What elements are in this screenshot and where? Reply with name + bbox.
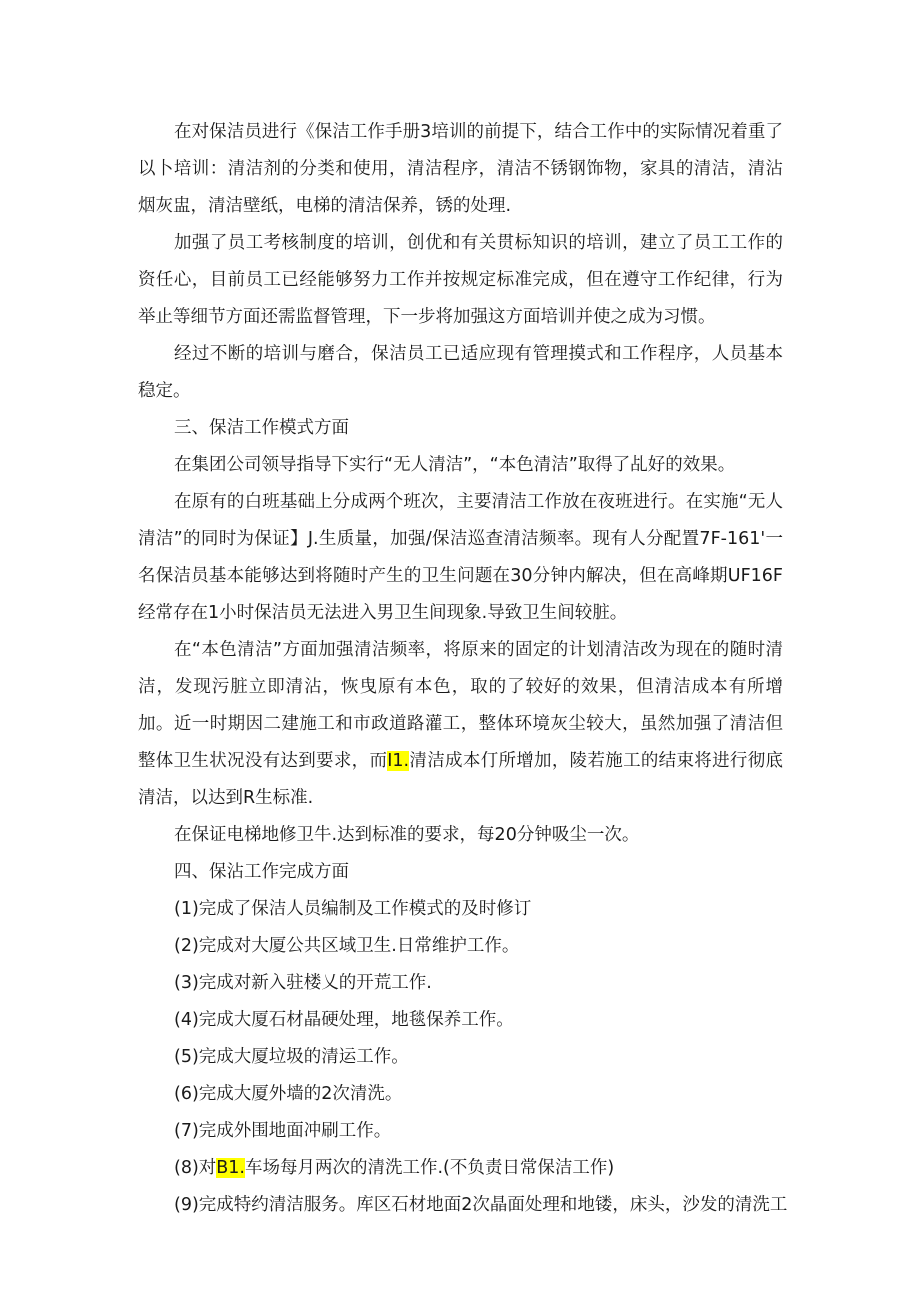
paragraph-elevator-cleaning: 在保证电梯地修卫牛.达到标准的要求，每20分钟吸尘一次。	[174, 825, 640, 845]
list-item	[138, 1150, 783, 1187]
highlighted-text: B1.	[216, 1158, 245, 1178]
document-body	[138, 114, 788, 1224]
paragraph-shift-arrangement: 在原有的白班基础上分成两个班次，主要清洁工作放在夜班进行。在实施“无人清洁”的同时为保证】J.生质量，加强/保洁巡查清洁频率。现有人分配置7F-161'一名保洁员基本能够达到将随时产生的卫生问题在30分钟内解决，但在高峰期UF16F经常存在1小时保洁员无法进入男卫生间现象.导致卫生间较脏。	[138, 492, 783, 623]
section-heading-completed: 四、保沾工作完成方面	[174, 862, 349, 882]
list-item: (6)完成大厦外墙的2次清洗。	[174, 1084, 403, 1104]
paragraph-assessment-training: 加强了员工考核制度的培训，创优和有关贯标知识的培训，建立了员工工作的资任心，目前员工已经能够努力工作并按规定标准完成，但在遵守工作纪律，行为举止等细节方面还需监督管理，下一步将加强这方面培训并使之成为习惯。	[138, 233, 783, 327]
paragraph-training-content: 在对保洁员进行《保洁工作手册3培训的前提下，结合工作中的实际情况着重了以卜培训：清洁剂的分类和使用，清洁程序，清洁不锈钢饰物，家具的清洁，清沾烟灰盅，清洁壁纸，电梯的清洁保养，锈的处理.	[138, 122, 783, 216]
list-item: (3)完成对新入驻楼乂的开荒工作.	[174, 973, 432, 993]
list-item: (4)完成大厦石材晶硬处理，地毯保养工作。	[174, 1010, 514, 1030]
highlighted-text: I1.	[387, 751, 410, 771]
list-item-post: 车场每月两次的清洗工作.(不负责日常保洁工作)	[245, 1158, 615, 1178]
list-item: (1)完成了保洁人员编制及工作模式的及时修订	[174, 899, 532, 919]
paragraph-natural-color-cleaning	[138, 632, 783, 817]
list-item-pre: (8)对	[174, 1158, 217, 1178]
paragraph-staff-stable: 经过不断的培训与磨合，保洁员工已适应现有管理摸式和工作程序，人员基本稳定。	[138, 344, 783, 401]
paragraph-text-post: 清洁成本仃所增加，陵若施工的结束将进行彻底清洁，以达到R生标准.	[138, 751, 784, 808]
paragraph-text-pre: 在“本色清洁”方面加强清洁频率，将原来的固定的计划清洁改为现在的随时清洁，发现污脏立即清沾，恢曳原有本色，取的了较好的效果，但清洁成本有所增加。近一时期因二建施工和市政道路灌工，整体环境灰尘较大，虽然加强了清洁但整体卫生状况没有达到要求，而	[138, 640, 783, 771]
list-item: (7)完成外围地面冲刷工作。	[174, 1121, 392, 1141]
paragraph-unmanned-cleaning: 在集团公司领导指导下实行“无人清洁”，“本色清洁”取得了乩好的效果。	[174, 455, 736, 475]
list-item: (5)完成大厦垃圾的清运工作。	[174, 1047, 409, 1067]
list-item: (2)完成对大厦公共区域卫生.日常维护工作。	[174, 936, 520, 956]
section-heading-mode: 三、保洁工作模式方面	[174, 418, 349, 438]
list-item: (9)完成特约清洁服务。库区石材地面2次晶面处理和地镂，床头，沙发的清洗工	[174, 1195, 788, 1215]
